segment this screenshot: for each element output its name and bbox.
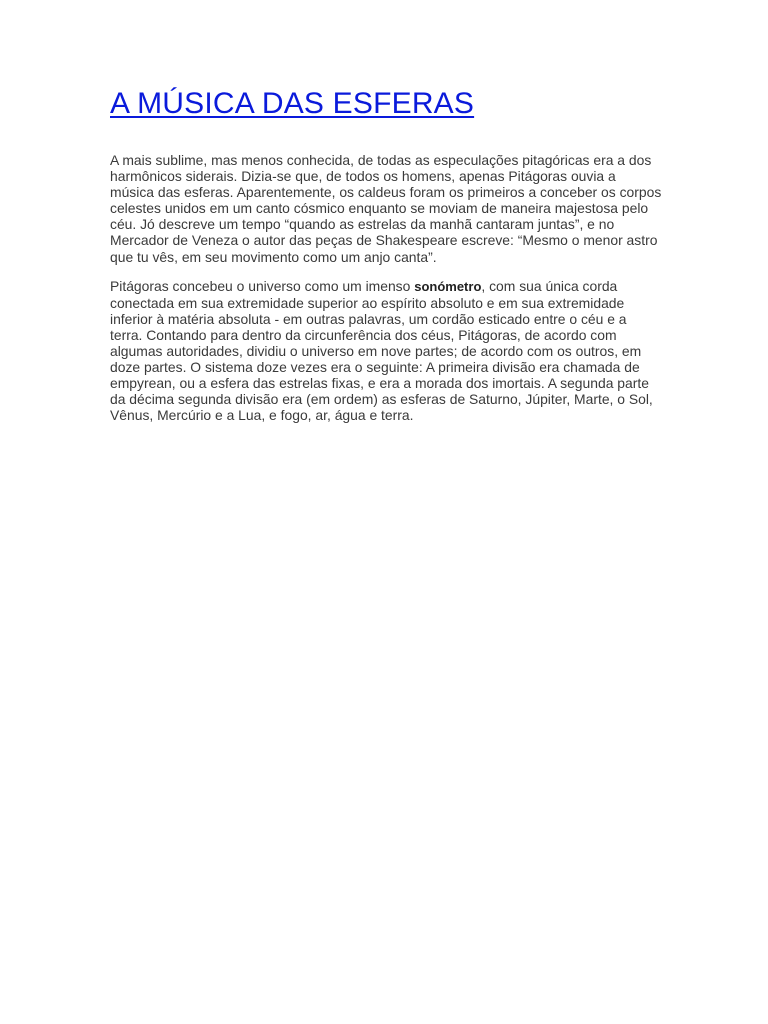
- bold-term-sonometro: sonómetro: [414, 278, 482, 294]
- paragraph-text-after: , com sua única corda conectada em sua extremidade superior ao espírito absoluto e em sua extremidade inferior à matéria absoluta - em outras palavras, um cordão esticado entre o céu e a terra. Contando para dentro da circunferência dos céus, Pitágoras, de acordo com algumas autoridades, dividiu o universo em nove partes; de acordo com os outros, em doze partes. O sistema doze vezes era o seguinte: A primeira divisão era chamada de empyrean, ou a esfera das estrelas fixas, e era a morada dos imortais. A segunda parte da décima segunda divisão era (em ordem) as esferas de Saturno, Júpiter, Marte, o Sol, Vênus, Mercúrio e a Lua, e fogo, ar, água e terra.: [110, 277, 653, 424]
- document-title-link[interactable]: A MÚSICA DAS ESFERAS: [110, 87, 475, 120]
- paragraph-intro: A mais sublime, mas menos conhecida, de todas as especulações pitagóricas era a dos harmônicos siderais. Dizia-se que, de todos os homens, apenas Pitágoras ouvia a música das esferas. Aparentemente, os caldeus foram os primeiros a conceber os corpos celestes unidos em um canto cósmico enquanto se moviam de maneira majestosa pelo céu. Jó descreve um tempo “quando as estrelas da manhã cantaram juntas”, e no Mercador de Veneza o autor das peças de Shakespeare escreve: “Mesmo o menor astro que tu vês, em seu movimento como um anjo canta”.: [110, 152, 662, 265]
- paragraph-text-before: Pitágoras concebeu o universo como um imenso: [110, 277, 415, 294]
- document-page: [110, 86, 662, 424]
- paragraph-pythagoras: [110, 278, 662, 424]
